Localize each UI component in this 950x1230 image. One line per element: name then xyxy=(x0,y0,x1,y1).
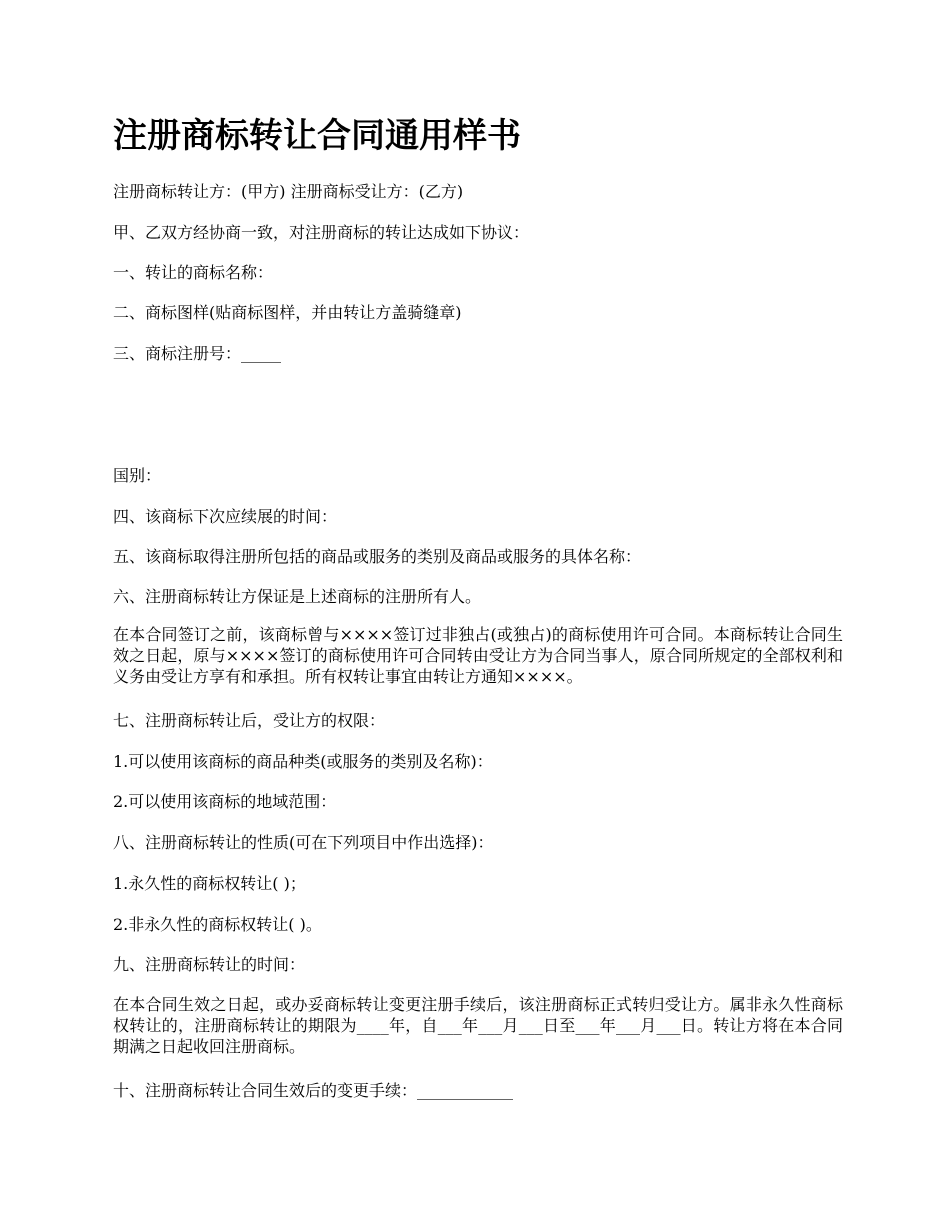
document-title: 注册商标转让合同通用样书 xyxy=(113,116,521,156)
license-paragraph: 在本合同签订之前，该商标曾与××××签订过非独占(或独占)的商标使用许可合同。本商标转让合同生效之日起，原与××××签订的商标使用许可合同转由受让方为合同当事人，原合同所规定的全部权利和义务由受让方享有和承担。所有权转让事宜由转让方通知××××。 xyxy=(113,625,843,686)
clause-6-owner-guarantee: 六、注册商标转让方保证是上述商标的注册所有人。 xyxy=(113,587,482,606)
clause-7-rights: 七、注册商标转让后，受让方的权限： xyxy=(113,711,386,730)
clause-2-trademark-design: 二、商标图样(贴商标图样，并由转让方盖骑缝章) xyxy=(113,303,462,322)
clause-3-registration-number: 三、商标注册号：_____ xyxy=(113,344,282,363)
nature-option-2: 2.非永久性的商标权转让( )。 xyxy=(113,915,322,934)
nature-option-1: 1.永久性的商标权转让( )； xyxy=(113,874,306,893)
parties-line: 注册商标转让方：(甲方) 注册商标受让方：(乙方) xyxy=(113,182,464,201)
rights-item-1: 1.可以使用该商标的商品种类(或服务的类别及名称)： xyxy=(113,752,493,771)
rights-item-2: 2.可以使用该商标的地域范围： xyxy=(113,792,337,811)
clause-4-renewal-time: 四、该商标下次应续展的时间： xyxy=(113,507,338,526)
clause-9-time: 九、注册商标转让的时间： xyxy=(113,955,306,974)
clause-5-goods-services: 五、该商标取得注册所包括的商品或服务的类别及商品或服务的具体名称： xyxy=(113,547,642,566)
clause-8-nature: 八、注册商标转让的性质(可在下列项目中作出选择)： xyxy=(113,833,494,852)
country-line: 国别： xyxy=(113,466,162,485)
transfer-time-paragraph: 在本合同生效之日起，或办妥商标转让变更注册手续后，该注册商标正式转归受让方。属非永久性商标权转让的，注册商标转让的期限为____年，自___年___月___日至___年___月___日。转让方将在本合同期满之日起收回注册商标。 xyxy=(113,995,843,1056)
agreement-intro: 甲、乙双方经协商一致，对注册商标的转让达成如下协议： xyxy=(113,223,530,242)
clause-10-change-procedures: 十、注册商标转让合同生效后的变更手续：____________ xyxy=(113,1081,514,1100)
clause-1-trademark-name: 一、转让的商标名称： xyxy=(113,263,274,282)
